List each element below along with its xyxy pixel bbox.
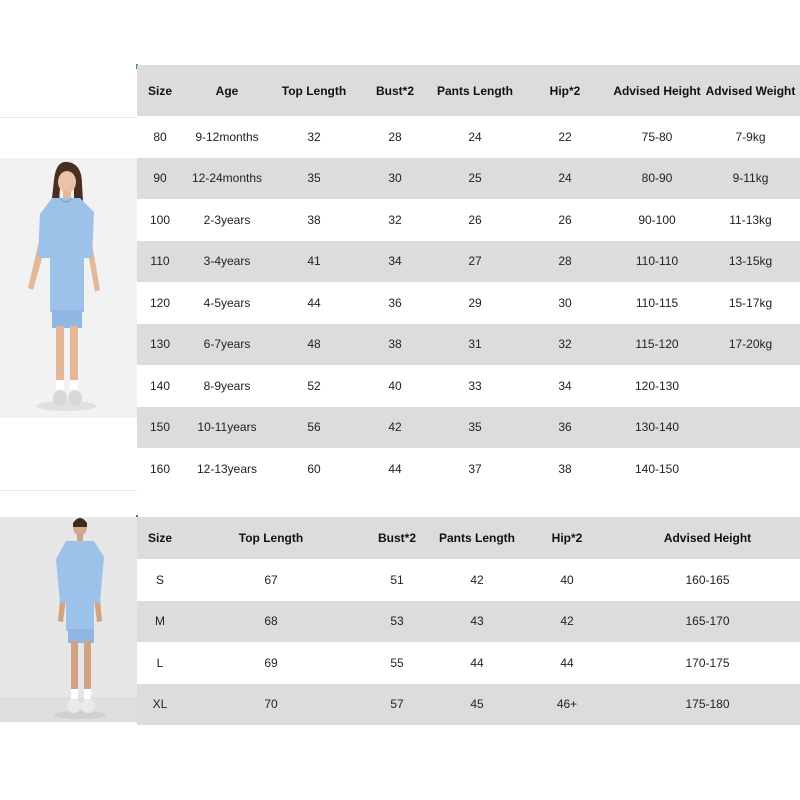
column-header-top-length: Top Length xyxy=(271,65,357,116)
table-cell: 25 xyxy=(433,158,517,200)
table-cell: XL xyxy=(137,684,183,726)
table-cell: 55 xyxy=(359,642,435,684)
table-cell xyxy=(701,365,800,407)
table-row xyxy=(137,642,800,684)
table-cell: 24 xyxy=(517,158,613,200)
table-cell: 68 xyxy=(183,601,359,643)
table-cell: 38 xyxy=(357,324,433,366)
table-cell: 9-11kg xyxy=(701,158,800,200)
table-cell: 42 xyxy=(357,407,433,449)
table-cell: 115-120 xyxy=(613,324,701,366)
table-cell: 110-110 xyxy=(613,241,701,283)
divider xyxy=(0,117,137,118)
table-cell: 67 xyxy=(183,559,359,601)
table-cell: 33 xyxy=(433,365,517,407)
table-cell: 34 xyxy=(517,365,613,407)
table-cell: 140 xyxy=(137,365,183,407)
table-cell: 48 xyxy=(271,324,357,366)
table-cell: 26 xyxy=(433,199,517,241)
table-cell: 36 xyxy=(517,407,613,449)
table-header-row xyxy=(137,517,800,559)
column-header-advised-height: Advised Height xyxy=(613,65,701,116)
table-cell: 140-150 xyxy=(613,448,701,490)
table-cell: 24 xyxy=(433,116,517,158)
table-cell: 28 xyxy=(357,116,433,158)
table-cell: 52 xyxy=(271,365,357,407)
table-cell xyxy=(701,407,800,449)
table-cell: 31 xyxy=(433,324,517,366)
table-cell: 41 xyxy=(271,241,357,283)
table-cell: 75-80 xyxy=(613,116,701,158)
table-row xyxy=(137,365,800,407)
column-header-bust: Bust*2 xyxy=(357,65,433,116)
table-cell: 38 xyxy=(271,199,357,241)
adult-size-table xyxy=(137,517,800,725)
table-cell: 27 xyxy=(433,241,517,283)
column-header-top-length: Top Length xyxy=(183,517,359,559)
table-cell: 44 xyxy=(519,642,615,684)
column-header-bust: Bust*2 xyxy=(359,517,435,559)
table-cell: 42 xyxy=(435,559,519,601)
divider xyxy=(0,490,137,491)
table-cell: 165-170 xyxy=(615,601,800,643)
table-cell: 160 xyxy=(137,448,183,490)
table-cell: 40 xyxy=(357,365,433,407)
table-cell: 30 xyxy=(517,282,613,324)
table-cell: 13-15kg xyxy=(701,241,800,283)
table-cell: 2-3years xyxy=(183,199,271,241)
kid-model-photo xyxy=(0,158,137,418)
table-cell: 70 xyxy=(183,684,359,726)
column-header-size: Size xyxy=(137,65,183,116)
table-cell: 37 xyxy=(433,448,517,490)
column-header-advised-height: Advised Height xyxy=(615,517,800,559)
table-cell: 32 xyxy=(271,116,357,158)
table-cell: 36 xyxy=(357,282,433,324)
table-cell: 45 xyxy=(435,684,519,726)
table-cell: 10-11years xyxy=(183,407,271,449)
table-row xyxy=(137,116,800,158)
table-cell: 9-12months xyxy=(183,116,271,158)
table-row xyxy=(137,241,800,283)
table-cell: 30 xyxy=(357,158,433,200)
table-cell: 44 xyxy=(271,282,357,324)
table-cell: 69 xyxy=(183,642,359,684)
table-cell: 90 xyxy=(137,158,183,200)
table-cell: 12-13years xyxy=(183,448,271,490)
column-header-advised-weight: Advised Weight xyxy=(701,65,800,116)
table-row xyxy=(137,324,800,366)
table-cell xyxy=(701,448,800,490)
adult-model-photo xyxy=(0,517,137,722)
table-header-row xyxy=(137,65,800,116)
table-cell: 175-180 xyxy=(615,684,800,726)
column-header-pants-length: Pants Length xyxy=(433,65,517,116)
table-cell: 130-140 xyxy=(613,407,701,449)
column-header-hip: Hip*2 xyxy=(519,517,615,559)
table-cell: 46+ xyxy=(519,684,615,726)
table-cell: 110-115 xyxy=(613,282,701,324)
table-cell: 90-100 xyxy=(613,199,701,241)
table-cell: 44 xyxy=(357,448,433,490)
table-cell: 22 xyxy=(517,116,613,158)
table-row xyxy=(137,407,800,449)
column-header-hip: Hip*2 xyxy=(517,65,613,116)
table-cell: 44 xyxy=(435,642,519,684)
table-cell: 35 xyxy=(433,407,517,449)
table-cell: 4-5years xyxy=(183,282,271,324)
table-cell: 32 xyxy=(357,199,433,241)
table-cell: 80 xyxy=(137,116,183,158)
table-cell: 29 xyxy=(433,282,517,324)
table-cell: 43 xyxy=(435,601,519,643)
table-row xyxy=(137,199,800,241)
table-cell: M xyxy=(137,601,183,643)
kids-size-table xyxy=(137,65,800,490)
table-cell: 8-9years xyxy=(183,365,271,407)
table-row xyxy=(137,601,800,643)
table-cell: 60 xyxy=(271,448,357,490)
table-cell: 38 xyxy=(517,448,613,490)
table-row xyxy=(137,282,800,324)
table-cell: 12-24months xyxy=(183,158,271,200)
table-cell: 35 xyxy=(271,158,357,200)
table-row xyxy=(137,684,800,726)
table-cell: 170-175 xyxy=(615,642,800,684)
table-cell: 34 xyxy=(357,241,433,283)
table-row xyxy=(137,158,800,200)
table-cell: S xyxy=(137,559,183,601)
table-cell: 40 xyxy=(519,559,615,601)
table-cell: 120-130 xyxy=(613,365,701,407)
table-cell: 80-90 xyxy=(613,158,701,200)
table-cell: 150 xyxy=(137,407,183,449)
table-cell: 110 xyxy=(137,241,183,283)
table-cell: 17-20kg xyxy=(701,324,800,366)
table-cell: 3-4years xyxy=(183,241,271,283)
table-cell: 120 xyxy=(137,282,183,324)
table-cell: 130 xyxy=(137,324,183,366)
table-row xyxy=(137,448,800,490)
table-row xyxy=(137,559,800,601)
table-cell: 6-7years xyxy=(183,324,271,366)
table-cell: 7-9kg xyxy=(701,116,800,158)
column-header-pants-length: Pants Length xyxy=(435,517,519,559)
table-cell: L xyxy=(137,642,183,684)
table-cell: 57 xyxy=(359,684,435,726)
table-cell: 51 xyxy=(359,559,435,601)
table-cell: 32 xyxy=(517,324,613,366)
table-cell: 160-165 xyxy=(615,559,800,601)
table-cell: 26 xyxy=(517,199,613,241)
column-header-size: Size xyxy=(137,517,183,559)
table-cell: 53 xyxy=(359,601,435,643)
table-cell: 15-17kg xyxy=(701,282,800,324)
table-cell: 11-13kg xyxy=(701,199,800,241)
table-cell: 56 xyxy=(271,407,357,449)
table-cell: 42 xyxy=(519,601,615,643)
table-cell: 28 xyxy=(517,241,613,283)
column-header-age: Age xyxy=(183,65,271,116)
table-cell: 100 xyxy=(137,199,183,241)
